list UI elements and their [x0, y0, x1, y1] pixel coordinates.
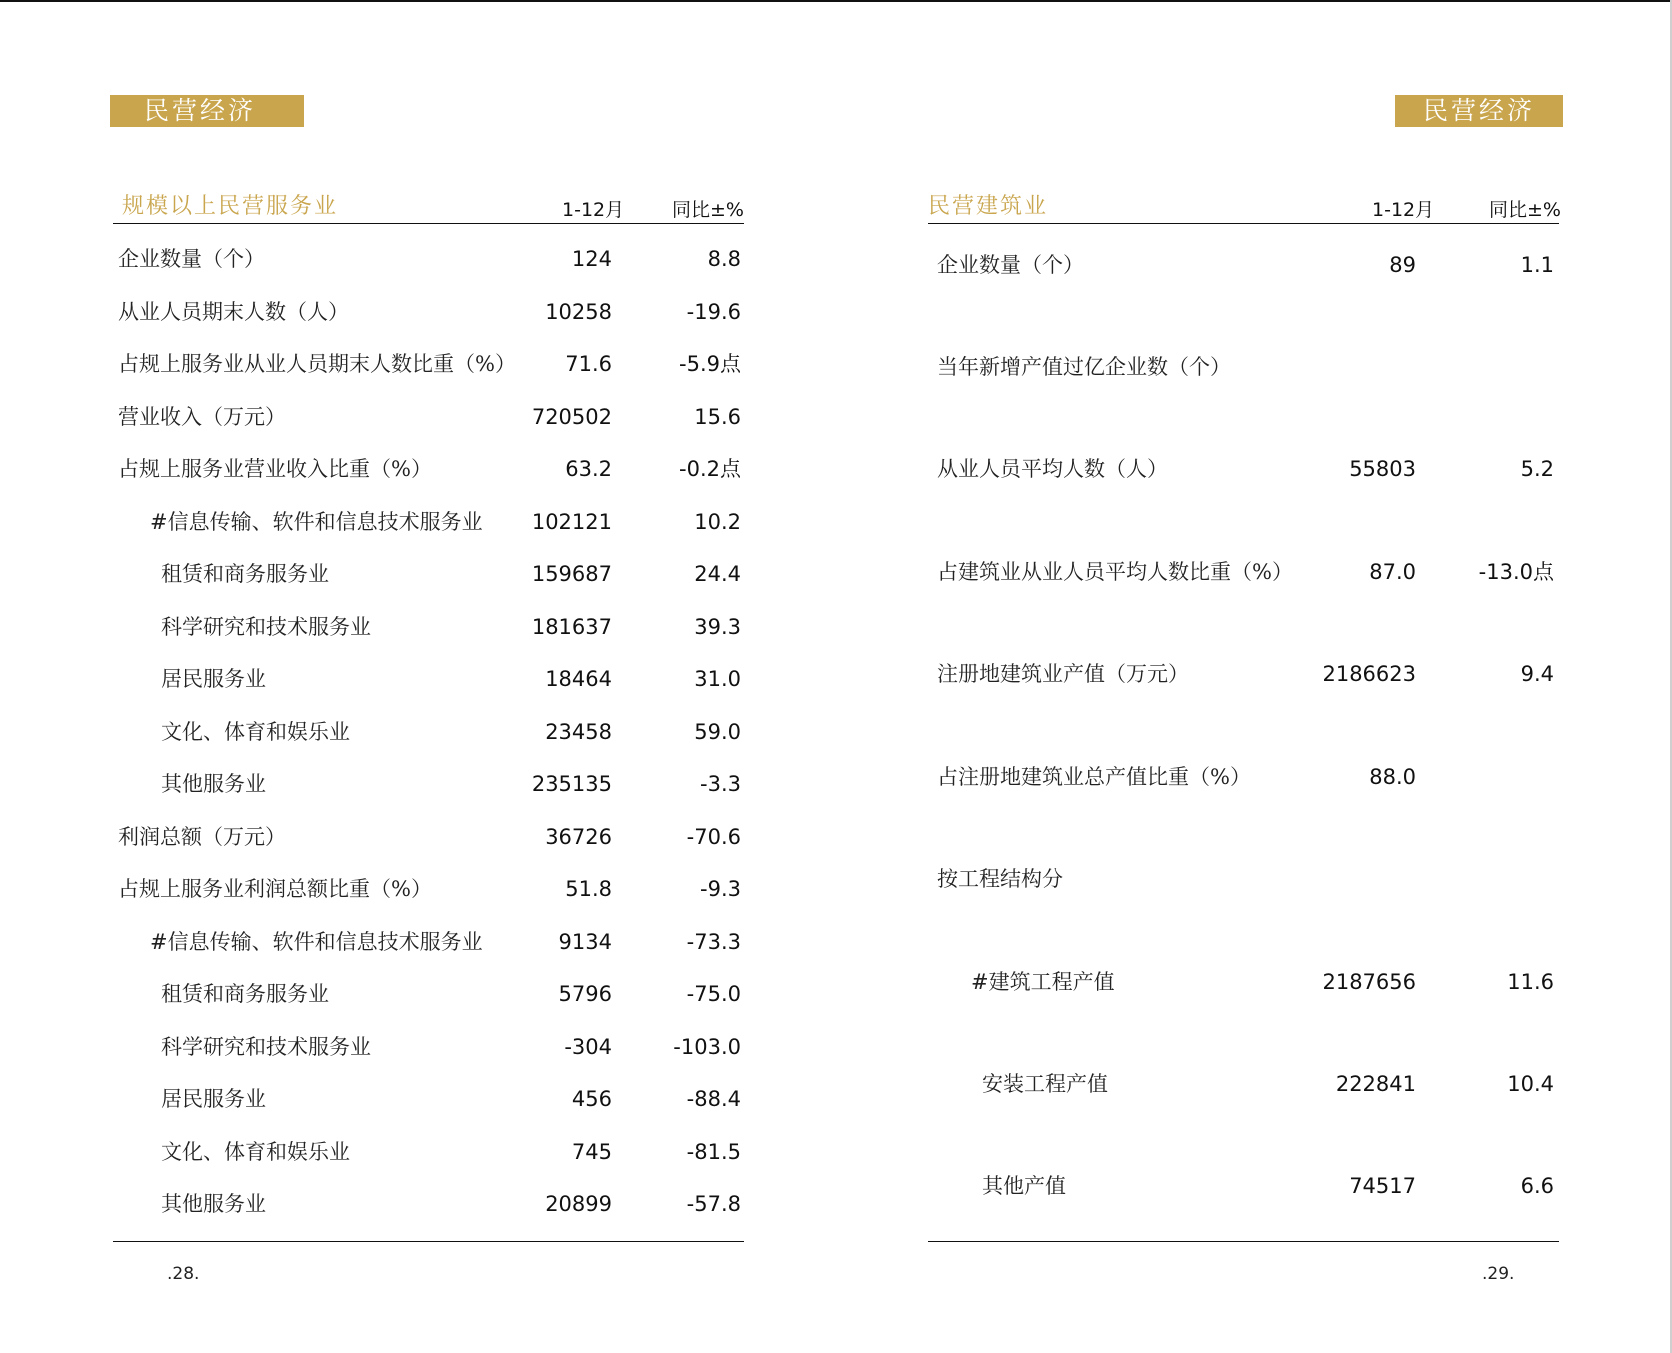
row-yoy: -0.2点: [679, 457, 741, 481]
top-border: [0, 0, 1672, 2]
row-value: 235135: [531, 772, 612, 796]
row-label: 注册地建筑业产值（万元）: [937, 662, 1189, 686]
row-label: 占规上服务业营业收入比重（%）: [118, 457, 432, 481]
table-row: [0, 817, 760, 857]
row-label: 按工程结构分: [937, 867, 1063, 891]
table-row: [0, 607, 760, 647]
row-value: 5796: [558, 982, 612, 1006]
left-header-rule: [113, 223, 744, 224]
row-label: #建筑工程产值: [971, 970, 1115, 994]
section-tag-left: 民营经济: [110, 95, 304, 127]
table-row: [900, 552, 1560, 592]
table-row: [0, 1027, 760, 1067]
right-table-title: 民营建筑业: [928, 194, 1049, 219]
row-label: 其他服务业: [161, 772, 266, 796]
row-yoy: -3.3: [700, 772, 741, 796]
row-label: 租赁和商务服务业: [161, 562, 329, 586]
row-yoy: 24.4: [694, 562, 741, 586]
row-value: 456: [571, 1087, 612, 1111]
row-label: 利润总额（万元）: [118, 825, 286, 849]
row-label: 占规上服务业利润总额比重（%）: [118, 877, 432, 901]
row-yoy: -57.8: [686, 1192, 741, 1216]
table-row: [900, 245, 1560, 285]
table-row: [900, 757, 1560, 797]
row-label: 从业人员平均人数（人）: [937, 457, 1168, 481]
row-yoy: 6.6: [1520, 1174, 1554, 1198]
left-col-period: 1-12月: [562, 199, 625, 221]
row-value: 87.0: [1369, 560, 1416, 584]
row-yoy: -73.3: [686, 930, 741, 954]
table-row: [0, 764, 760, 804]
table-row: [900, 962, 1560, 1002]
page-number-right: .29.: [1482, 1264, 1515, 1284]
row-label: 占注册地建筑业总产值比重（%）: [937, 765, 1251, 789]
section-tag-right: 民营经济: [1395, 95, 1563, 127]
table-row: [0, 922, 760, 962]
row-yoy: 10.4: [1507, 1072, 1554, 1096]
row-value: 2187656: [1322, 970, 1416, 994]
table-row: [0, 239, 760, 279]
table-row: [0, 659, 760, 699]
left-footer-rule: [113, 1241, 744, 1242]
row-value: 159687: [531, 562, 612, 586]
row-value: 2186623: [1322, 662, 1416, 686]
table-row: [900, 1064, 1560, 1104]
row-label: 企业数量（个）: [118, 247, 265, 271]
row-value: 51.8: [565, 877, 612, 901]
table-row: [0, 1079, 760, 1119]
right-header-rule: [928, 223, 1559, 224]
page-number-left: .28.: [167, 1264, 200, 1284]
row-value: 20899: [545, 1192, 612, 1216]
row-yoy: -9.3: [700, 877, 741, 901]
row-yoy: -70.6: [686, 825, 741, 849]
row-yoy: 1.1: [1520, 253, 1554, 277]
table-row: [900, 347, 1560, 387]
right-footer-rule: [928, 1241, 1559, 1242]
row-label: #信息传输、软件和信息技术服务业: [150, 510, 483, 534]
table-row: [0, 869, 760, 909]
row-value: 222841: [1335, 1072, 1416, 1096]
table-row: [0, 502, 760, 542]
row-value: 55803: [1349, 457, 1416, 481]
row-yoy: 5.2: [1520, 457, 1554, 481]
row-yoy: -81.5: [686, 1140, 741, 1164]
row-yoy: -75.0: [686, 982, 741, 1006]
row-yoy: 31.0: [694, 667, 741, 691]
table-row: [900, 1166, 1560, 1206]
row-value: 9134: [558, 930, 612, 954]
table-row: [0, 292, 760, 332]
table-row: [900, 654, 1560, 694]
row-value: 18464: [545, 667, 612, 691]
row-value: 181637: [531, 615, 612, 639]
row-yoy: -88.4: [686, 1087, 741, 1111]
right-col-yoy: 同比±%: [1489, 199, 1561, 221]
row-value: 36726: [545, 825, 612, 849]
row-label: 从业人员期末人数（人）: [118, 300, 349, 324]
row-label: 占规上服务业从业人员期末人数比重（%）: [118, 352, 516, 376]
row-value: -304: [564, 1035, 612, 1059]
table-row: [0, 554, 760, 594]
left-col-yoy: 同比±%: [672, 199, 744, 221]
row-yoy: 9.4: [1520, 662, 1554, 686]
row-yoy: -5.9点: [679, 352, 741, 376]
row-value: 23458: [545, 720, 612, 744]
row-value: 745: [571, 1140, 612, 1164]
row-yoy: 39.3: [694, 615, 741, 639]
row-label: 占建筑业从业人员平均人数比重（%）: [937, 560, 1293, 584]
row-label: 科学研究和技术服务业: [161, 1035, 371, 1059]
row-label: 安装工程产值: [982, 1072, 1108, 1096]
table-row: [0, 397, 760, 437]
row-label: #信息传输、软件和信息技术服务业: [150, 930, 483, 954]
row-yoy: -19.6: [686, 300, 741, 324]
row-value: 720502: [531, 405, 612, 429]
row-yoy: 8.8: [707, 247, 741, 271]
row-value: 102121: [531, 510, 612, 534]
row-label: 文化、体育和娱乐业: [161, 720, 350, 744]
row-label: 科学研究和技术服务业: [161, 615, 371, 639]
table-row: [0, 1132, 760, 1172]
row-label: 居民服务业: [161, 667, 266, 691]
table-row: [0, 712, 760, 752]
table-row: [900, 859, 1560, 899]
row-yoy: -103.0: [673, 1035, 741, 1059]
table-row: [0, 449, 760, 489]
row-value: 71.6: [565, 352, 612, 376]
row-value: 10258: [545, 300, 612, 324]
row-label: 企业数量（个）: [937, 253, 1084, 277]
row-yoy: 11.6: [1507, 970, 1554, 994]
row-value: 89: [1389, 253, 1416, 277]
row-value: 88.0: [1369, 765, 1416, 789]
table-row: [0, 344, 760, 384]
row-label: 营业收入（万元）: [118, 405, 286, 429]
table-row: [0, 1184, 760, 1224]
row-label: 租赁和商务服务业: [161, 982, 329, 1006]
row-label: 文化、体育和娱乐业: [161, 1140, 350, 1164]
row-label: 其他产值: [982, 1174, 1066, 1198]
row-yoy: 59.0: [694, 720, 741, 744]
table-row: [0, 974, 760, 1014]
row-label: 当年新增产值过亿企业数（个）: [937, 355, 1231, 379]
row-yoy: -13.0点: [1478, 560, 1554, 584]
row-label: 居民服务业: [161, 1087, 266, 1111]
row-value: 74517: [1349, 1174, 1416, 1198]
row-value: 63.2: [565, 457, 612, 481]
row-value: 124: [571, 247, 612, 271]
left-table-title: 规模以上民营服务业: [122, 194, 339, 219]
right-col-period: 1-12月: [1372, 199, 1435, 221]
row-label: 其他服务业: [161, 1192, 266, 1216]
row-yoy: 10.2: [694, 510, 741, 534]
table-row: [900, 449, 1560, 489]
row-yoy: 15.6: [694, 405, 741, 429]
